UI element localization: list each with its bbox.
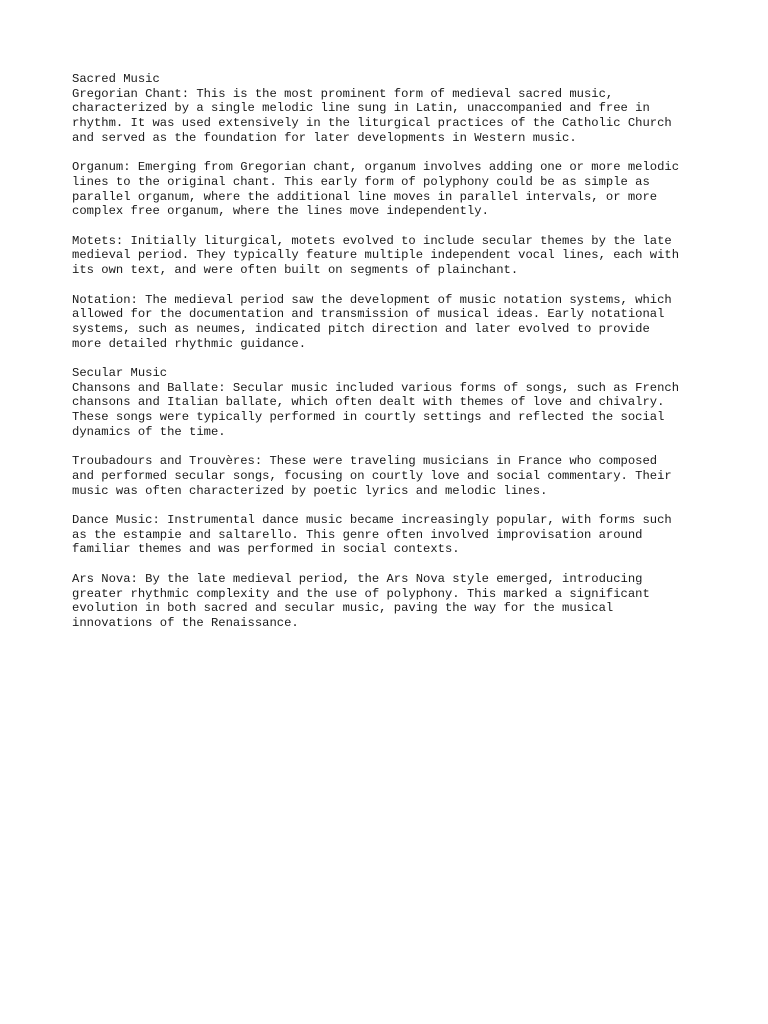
paragraph-line: and performed secular songs, focusing on courtly love and social commentary. Their [72, 468, 672, 483]
paragraph-line: dynamics of the time. [72, 424, 226, 439]
paragraph-line: Gregorian Chant: This is the most prominent form of medieval sacred music, [72, 86, 614, 101]
paragraph-line: Organum: Emerging from Gregorian chant, organum involves adding one or more melodic [72, 160, 680, 175]
section-sacred-music [72, 72, 712, 146]
paragraph-line: parallel organum, where the additional line moves in parallel intervals, or more [72, 189, 658, 204]
paragraph-line: Motets: Initially liturgical, motets evolved to include secular themes by the late [72, 233, 672, 248]
paragraph-line: and served as the foundation for later developments in Western music. [72, 130, 577, 145]
paragraph-line: rhythm. It was used extensively in the liturgical practices of the Catholic Church [72, 116, 672, 131]
section-secular-music [72, 366, 712, 440]
paragraph-troubadours [72, 454, 712, 498]
paragraph-organum [72, 160, 712, 219]
paragraph-line: Troubadours and Trouvères: These were traveling musicians in France who composed [72, 454, 658, 469]
paragraph-line: These songs were typically performed in courtly settings and reflected the social [72, 410, 665, 425]
section-heading: Sacred Music [72, 72, 160, 86]
paragraph-line: Chansons and Ballate: Secular music included various forms of songs, such as French [72, 380, 680, 395]
paragraph-ars-nova [72, 572, 712, 631]
paragraph-line: Ars Nova: By the late medieval period, the Ars Nova style emerged, introducing [72, 571, 643, 586]
paragraph-line: allowed for the documentation and transmission of musical ideas. Early notational [72, 307, 665, 322]
paragraph-line: Notation: The medieval period saw the development of music notation systems, which [72, 292, 672, 307]
document-page [72, 72, 712, 645]
paragraph-line: its own text, and were often built on segments of plainchant. [72, 263, 519, 278]
paragraph-line: medieval period. They typically feature multiple independent vocal lines, each with [72, 248, 680, 263]
paragraph-line: innovations of the Renaissance. [72, 615, 299, 630]
section-heading: Secular Music [72, 366, 168, 380]
paragraph-line: as the estampie and saltarello. This genre often involved improvisation around [72, 527, 643, 542]
paragraph-line: Dance Music: Instrumental dance music became increasingly popular, with forms such [72, 513, 672, 527]
paragraph-line: characterized by a single melodic line sung in Latin, unaccompanied and free in [72, 101, 650, 116]
paragraph-line: complex free organum, where the lines move independently. [72, 204, 489, 219]
paragraph-motets [72, 234, 712, 278]
paragraph-line: systems, such as neumes, indicated pitch direction and later evolved to provide [72, 321, 650, 336]
paragraph-line: lines to the original chant. This early form of polyphony could be as simple as [72, 174, 650, 189]
paragraph-line: greater rhythmic complexity and the use of polyphony. This marked a significant [72, 586, 650, 601]
paragraph-notation [72, 293, 712, 352]
paragraph-line: evolution in both sacred and secular music, paving the way for the musical [72, 601, 614, 616]
paragraph-line: chansons and Italian ballate, which often dealt with themes of love and chivalry. [72, 395, 665, 410]
paragraph-line: music was often characterized by poetic lyrics and melodic lines. [72, 483, 548, 498]
paragraph-line: more detailed rhythmic guidance. [72, 336, 307, 351]
paragraph-dance-music [72, 513, 712, 557]
paragraph-line: familiar themes and was performed in social contexts. [72, 542, 460, 557]
